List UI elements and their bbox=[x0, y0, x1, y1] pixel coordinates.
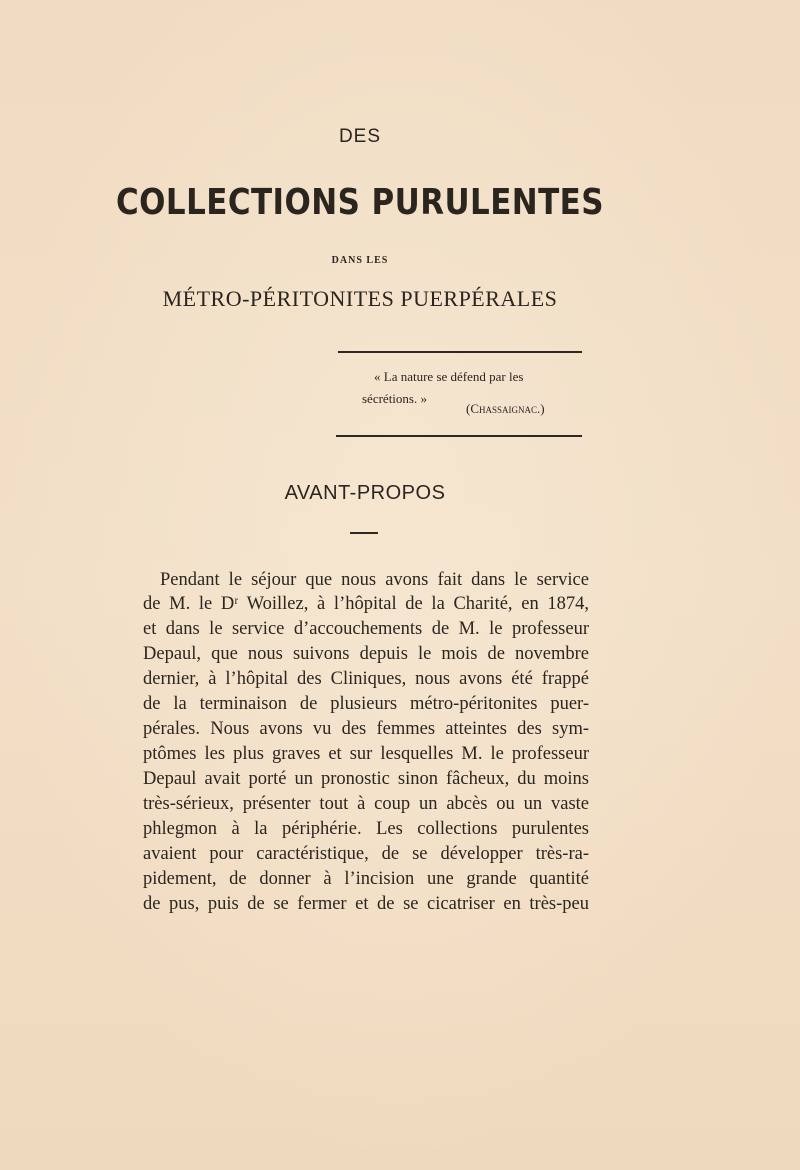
main-title: COLLECTIONS PURULENTES bbox=[116, 182, 604, 223]
paragraph-line: Depaul, que nous suivons depuis le mois de novembre bbox=[143, 644, 589, 664]
title-dans-les: DANS LES bbox=[331, 255, 389, 266]
top-rule bbox=[338, 351, 582, 353]
title-des: DES bbox=[338, 126, 382, 147]
section-heading: AVANT-PROPOS bbox=[284, 482, 446, 504]
paragraph-line: ptômes les plus graves et sur lesquelles M. le professeur bbox=[143, 744, 589, 764]
bottom-rule bbox=[336, 435, 582, 437]
paragraph-line: avaient pour caractéristique, de se développer très-ra- bbox=[143, 844, 589, 864]
subtitle: MÉTRO-PÉRITONITES PUERPÉRALES bbox=[162, 286, 558, 311]
paragraph-line: de M. le Dʳ Woillez, à l’hôpital de la Charité, en 1874, bbox=[143, 594, 589, 614]
paragraph-line: de pus, puis de se fermer et de se cicatriser en très-peu bbox=[143, 894, 589, 914]
paragraph-line: Depaul avait porté un pronostic sinon fâcheux, du moins bbox=[143, 769, 589, 789]
paragraph-line: Pendant le séjour que nous avons fait dans le service bbox=[160, 570, 589, 590]
paragraph-line: et dans le service d’accouchements de M. le professeur bbox=[143, 619, 589, 639]
epigraph-line-2: sécrétions. » bbox=[362, 391, 427, 406]
paragraph-line: dernier, à l’hôpital des Cliniques, nous avons été frappé bbox=[143, 669, 589, 689]
paragraph-line: pérales. Nous avons vu des femmes atteintes des sym- bbox=[143, 719, 589, 739]
paragraph-line: très-sérieux, présenter tout à coup un abcès ou un vaste bbox=[143, 794, 589, 814]
epigraph-author: (Chassaignac.) bbox=[466, 401, 545, 416]
section-dash bbox=[350, 532, 378, 534]
paragraph-line: pidement, de donner à l’incision une grande quantité bbox=[143, 869, 589, 889]
paragraph-line: phlegmon à la périphérie. Les collections purulentes bbox=[143, 819, 589, 839]
epigraph-line-1: « La nature se défend par les bbox=[374, 369, 524, 384]
paragraph-line: de la terminaison de plusieurs métro-péritonites puer- bbox=[143, 694, 589, 714]
